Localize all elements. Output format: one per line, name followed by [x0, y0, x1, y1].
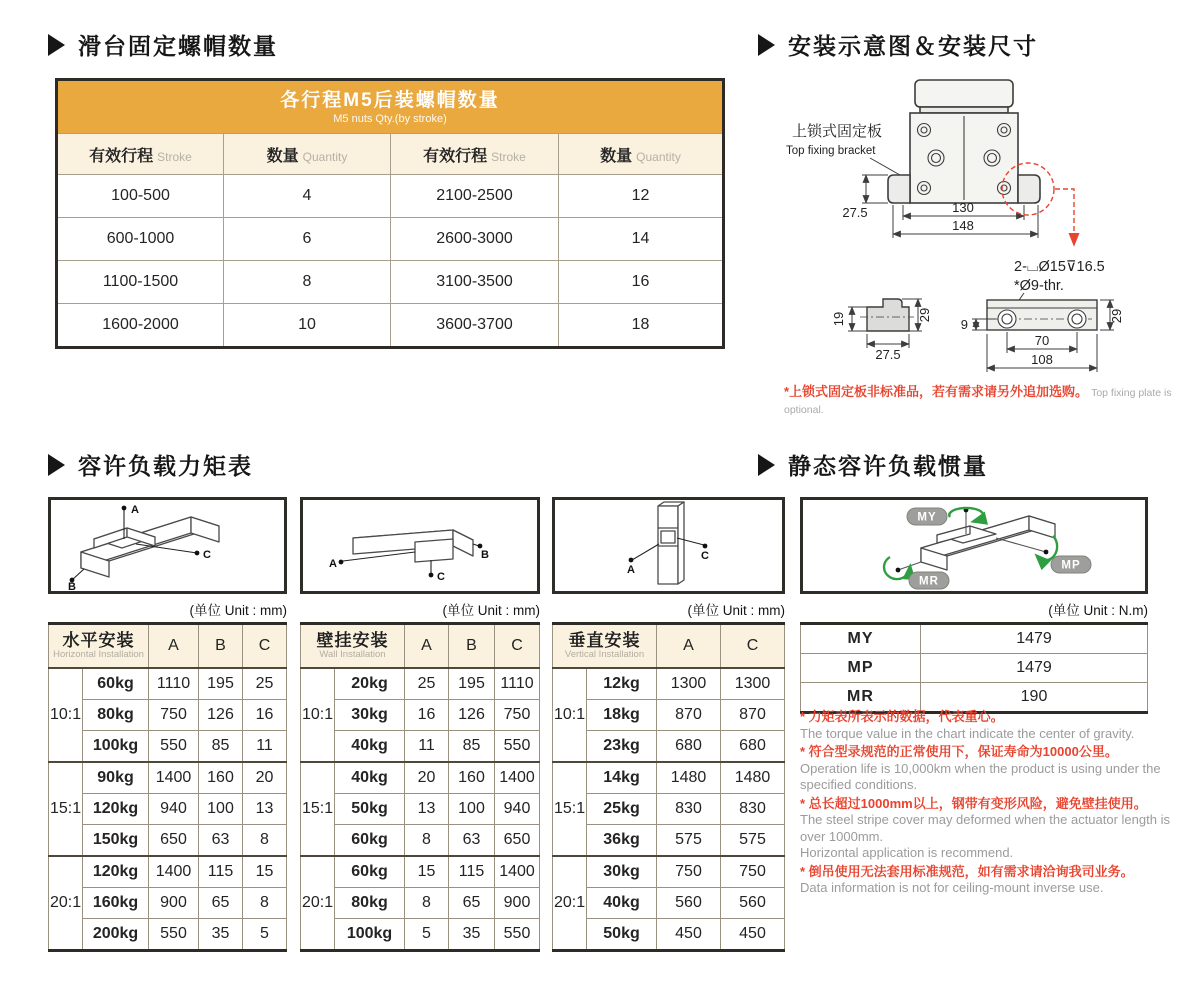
value-cell: 1480	[657, 762, 721, 794]
table-row	[49, 668, 287, 700]
value-cell: 1110	[495, 668, 540, 700]
kg-cell: 40kg	[335, 731, 405, 763]
value-cell: 560	[721, 888, 785, 919]
value-cell: 830	[657, 794, 721, 825]
table-title	[553, 624, 657, 669]
section-title-text: 容许负载力矩表	[78, 453, 253, 479]
section-title-nuts	[48, 28, 278, 61]
moment-table-wall	[300, 622, 540, 952]
inertia-label-cell: MR	[801, 683, 921, 713]
kg-cell: 23kg	[587, 731, 657, 763]
value-cell: 575	[721, 825, 785, 857]
table-row	[57, 175, 724, 218]
vertical-iso-drawing	[555, 500, 782, 591]
value-cell: 13	[405, 794, 449, 825]
moment-table-horizontal	[48, 622, 287, 952]
kg-cell: 40kg	[335, 762, 405, 794]
ratio-cell: 15:1	[301, 762, 335, 856]
value-cell: 550	[149, 919, 199, 951]
note-en: The steel stripe cover may deformed when the actuator length is over 1000mm.	[800, 812, 1170, 844]
ratio-cell: 15:1	[553, 762, 587, 856]
table-row	[301, 888, 540, 919]
value-cell: 1400	[149, 762, 199, 794]
point-label-c: C	[701, 550, 709, 562]
kg-cell: 30kg	[587, 856, 657, 888]
note-cn: * 符合型录规范的正常使用下，保证寿命为10000公里。	[800, 744, 1118, 759]
bracket-profile-view	[831, 299, 932, 362]
table-title	[49, 624, 149, 669]
value-cell: 65	[449, 888, 495, 919]
stroke-cell: 3600-3700	[391, 304, 559, 348]
nuts-qty-table	[55, 78, 725, 349]
col-header	[224, 134, 391, 175]
qty-cell: 10	[224, 304, 391, 348]
ratio-cell: 10:1	[553, 668, 587, 762]
inertia-notes	[800, 707, 1196, 897]
value-cell: 870	[657, 700, 721, 731]
kg-cell: 160kg	[83, 888, 149, 919]
table-row	[49, 794, 287, 825]
col-header: C	[721, 624, 785, 669]
stroke-cell: 100-500	[57, 175, 224, 218]
point-label-c: C	[203, 549, 211, 561]
inertia-table	[800, 622, 1148, 714]
col-header-en: Quantity	[636, 149, 681, 164]
col-header: C	[243, 624, 287, 669]
col-header	[391, 134, 559, 175]
table-row	[49, 825, 287, 857]
value-cell: 940	[149, 794, 199, 825]
value-cell: 115	[449, 856, 495, 888]
bracket-label-en: Top fixing bracket	[786, 145, 876, 157]
value-cell: 680	[657, 731, 721, 763]
ratio-cell: 15:1	[49, 762, 83, 856]
col-header-cn: 有效行程	[423, 147, 488, 165]
value-cell: 650	[149, 825, 199, 857]
col-header	[57, 134, 224, 175]
fixing-plate-view	[961, 300, 1124, 372]
qty-cell: 14	[559, 218, 724, 261]
value-cell: 1400	[495, 856, 540, 888]
kg-cell: 150kg	[83, 825, 149, 857]
value-cell: 25	[405, 668, 449, 700]
value-cell: 195	[449, 668, 495, 700]
kg-cell: 50kg	[587, 919, 657, 951]
table-row	[301, 731, 540, 763]
value-cell: 8	[243, 888, 287, 919]
stroke-cell: 2600-3000	[391, 218, 559, 261]
dim-148: 148	[952, 218, 974, 233]
kg-cell: 50kg	[335, 794, 405, 825]
qty-cell: 4	[224, 175, 391, 218]
table-row	[57, 261, 724, 304]
kg-cell: 60kg	[335, 856, 405, 888]
point-label-a: A	[627, 564, 635, 576]
ratio-cell: 20:1	[301, 856, 335, 951]
col-header-en: Quantity	[302, 149, 348, 164]
value-cell: 450	[721, 919, 785, 951]
dim-19: 19	[831, 311, 846, 327]
value-cell: 8	[405, 888, 449, 919]
note-en: Operation life is 10,000km when the product is using under the specified conditions.	[800, 760, 1161, 792]
value-cell: 1300	[721, 668, 785, 700]
value-cell: 16	[243, 700, 287, 731]
value-cell: 560	[657, 888, 721, 919]
value-cell: 650	[495, 825, 540, 857]
table-row	[801, 624, 1148, 654]
value-cell: 35	[199, 919, 243, 951]
table-row	[57, 304, 724, 348]
value-cell: 870	[721, 700, 785, 731]
value-cell: 1479	[921, 654, 1148, 683]
value-cell: 11	[243, 731, 287, 763]
point-label-c: C	[437, 571, 445, 583]
value-cell: 20	[405, 762, 449, 794]
badge-mr: MR	[919, 575, 939, 588]
dim-27-5-side: 27.5	[842, 205, 868, 220]
value-cell: 680	[721, 731, 785, 763]
install-note	[784, 384, 1196, 418]
kg-cell: 90kg	[83, 762, 149, 794]
ratio-cell: 20:1	[553, 856, 587, 951]
col-header-en: Stroke	[491, 149, 526, 164]
value-cell: 900	[495, 888, 540, 919]
value-cell: 115	[199, 856, 243, 888]
table-row	[301, 794, 540, 825]
value-cell: 1110	[149, 668, 199, 700]
table-row	[553, 731, 785, 763]
inertia-label-cell: MP	[801, 654, 921, 683]
triangle-marker-icon	[758, 454, 775, 476]
value-cell: 750	[721, 856, 785, 888]
value-cell: 126	[199, 700, 243, 731]
qty-cell: 8	[224, 261, 391, 304]
value-cell: 85	[449, 731, 495, 763]
table-title	[301, 624, 405, 669]
table-row	[49, 762, 287, 794]
kg-cell: 200kg	[83, 919, 149, 951]
table-row	[553, 668, 785, 700]
table-row	[301, 919, 540, 951]
table-row	[49, 888, 287, 919]
table-row	[49, 731, 287, 763]
dim-9: 9	[960, 317, 968, 332]
value-cell: 16	[405, 700, 449, 731]
value-cell: 11	[405, 731, 449, 763]
kg-cell: 100kg	[83, 731, 149, 763]
value-cell: 1480	[721, 762, 785, 794]
value-cell: 450	[657, 919, 721, 951]
table-row	[49, 856, 287, 888]
section-title-text: 滑台固定螺帽数量	[78, 33, 278, 59]
kg-cell: 100kg	[335, 919, 405, 951]
hole-note-line1: 2-⌴Ø15⊽16.5	[1014, 259, 1105, 275]
value-cell: 550	[495, 919, 540, 951]
value-cell: 1300	[657, 668, 721, 700]
ratio-cell: 20:1	[49, 856, 83, 951]
table-row	[301, 700, 540, 731]
badge-my: MY	[917, 511, 937, 524]
triangle-marker-icon	[48, 34, 65, 56]
note-cn: * 力矩表所表示的数据，代表重心。	[800, 709, 1004, 724]
moment-table-vertical	[552, 622, 785, 952]
col-header: B	[449, 624, 495, 669]
value-cell: 85	[199, 731, 243, 763]
note-en: The torque value in the chart indicate the center of gravity.	[800, 725, 1135, 741]
value-cell: 5	[243, 919, 287, 951]
table-title-en: Wall Installation	[319, 649, 386, 661]
point-label-a: A	[329, 558, 337, 570]
kg-cell: 60kg	[83, 668, 149, 700]
col-header-cn: 数量	[266, 147, 299, 165]
kg-cell: 36kg	[587, 825, 657, 857]
dim-29-profile: 29	[917, 307, 932, 323]
value-cell: 160	[449, 762, 495, 794]
value-cell: 750	[495, 700, 540, 731]
stroke-cell: 1600-2000	[57, 304, 224, 348]
value-cell: 750	[149, 700, 199, 731]
horizontal-iso-drawing	[51, 500, 284, 591]
value-cell: 63	[449, 825, 495, 857]
table-row	[801, 654, 1148, 683]
kg-cell: 18kg	[587, 700, 657, 731]
dim-27-5-profile: 27.5	[875, 347, 901, 362]
value-cell: 8	[243, 825, 287, 857]
table-row	[301, 762, 540, 794]
install-note-en: Top fixing plate is optional.	[784, 387, 1172, 416]
point-label-b: B	[481, 549, 489, 561]
value-cell: 65	[199, 888, 243, 919]
section-title-inertia	[758, 448, 988, 481]
value-cell: 100	[199, 794, 243, 825]
value-cell: 63	[199, 825, 243, 857]
table-row	[49, 919, 287, 951]
col-header: A	[405, 624, 449, 669]
kg-cell: 12kg	[587, 668, 657, 700]
value-cell: 1400	[149, 856, 199, 888]
unit-label-mm: (单位 Unit : mm)	[189, 603, 287, 618]
unit-label-nm: (单位 Unit : N.m)	[1048, 603, 1148, 618]
moment-diagram-horizontal	[48, 497, 287, 594]
table-band-header	[57, 80, 724, 134]
qty-cell: 16	[559, 261, 724, 304]
col-header: A	[657, 624, 721, 669]
table-title-cn: 垂直安装	[568, 630, 641, 650]
section-title-moment	[48, 448, 253, 481]
value-cell: 190	[921, 683, 1148, 713]
value-cell: 8	[405, 825, 449, 857]
section-title-text: 静态容许负载惯量	[788, 453, 988, 479]
unit-label-mm: (单位 Unit : mm)	[687, 603, 785, 618]
value-cell: 35	[449, 919, 495, 951]
value-cell: 100	[449, 794, 495, 825]
value-cell: 830	[721, 794, 785, 825]
table-row	[553, 794, 785, 825]
table-row	[553, 700, 785, 731]
value-cell: 575	[657, 825, 721, 857]
table-row	[553, 825, 785, 857]
dim-70: 70	[1034, 333, 1050, 348]
section-title-install	[758, 28, 1038, 61]
col-header-cn: 有效行程	[89, 147, 154, 165]
note-en: Data information is not for ceiling-mount inverse use.	[800, 880, 1104, 895]
value-cell: 550	[149, 731, 199, 763]
col-header	[559, 134, 724, 175]
moment-diagram-wall	[300, 497, 540, 594]
ratio-cell: 10:1	[301, 668, 335, 762]
value-cell: 940	[495, 794, 540, 825]
value-cell: 13	[243, 794, 287, 825]
inertia-iso-drawing	[803, 500, 1145, 591]
value-cell: 15	[243, 856, 287, 888]
kg-cell: 60kg	[335, 825, 405, 857]
note-cn: * 倒吊使用无法套用标准规范，如有需求请洽询我司业务。	[800, 863, 1134, 879]
stroke-cell: 600-1000	[57, 218, 224, 261]
col-header-cn: 数量	[600, 147, 633, 165]
qty-cell: 6	[224, 218, 391, 261]
table-title-cn: 壁挂安装	[316, 630, 389, 650]
kg-cell: 14kg	[587, 762, 657, 794]
dim-130: 130	[952, 200, 974, 215]
badge-mp: MP	[1061, 559, 1081, 572]
col-header: C	[495, 624, 540, 669]
stroke-cell: 2100-2500	[391, 175, 559, 218]
stroke-cell: 1100-1500	[57, 261, 224, 304]
kg-cell: 120kg	[83, 794, 149, 825]
table-row	[553, 856, 785, 888]
kg-cell: 25kg	[587, 794, 657, 825]
point-label-b: B	[68, 581, 76, 593]
value-cell: 126	[449, 700, 495, 731]
kg-cell: 40kg	[587, 888, 657, 919]
hole-note-line2: *Ø9-thr.	[1014, 278, 1064, 294]
value-cell: 900	[149, 888, 199, 919]
point-label-a: A	[131, 504, 139, 516]
kg-cell: 80kg	[83, 700, 149, 731]
table-title-en: Vertical Installation	[564, 649, 645, 661]
table-title-cn: 水平安装	[62, 630, 135, 650]
ratio-cell: 10:1	[49, 668, 83, 762]
dim-108: 108	[1031, 352, 1053, 367]
qty-cell: 12	[559, 175, 724, 218]
value-cell: 1400	[495, 762, 540, 794]
note-en: Horizontal application is recommend.	[800, 845, 1014, 860]
bracket-label-cn: 上锁式固定板	[792, 123, 883, 140]
table-row	[301, 856, 540, 888]
table-row	[49, 700, 287, 731]
table-row	[553, 919, 785, 951]
inertia-diagram	[800, 497, 1148, 594]
value-cell: 750	[657, 856, 721, 888]
value-cell: 25	[243, 668, 287, 700]
table-row	[553, 888, 785, 919]
kg-cell: 80kg	[335, 888, 405, 919]
kg-cell: 120kg	[83, 856, 149, 888]
band-title-en: M5 nuts Qty.(by stroke)	[333, 112, 447, 125]
value-cell: 5	[405, 919, 449, 951]
value-cell: 550	[495, 731, 540, 763]
install-note-cn: *上锁式固定板非标准品，若有需求请另外追加选购。	[784, 384, 1089, 399]
band-title-cn: 各行程M5后装螺帽数量	[280, 90, 500, 112]
value-cell: 1479	[921, 624, 1148, 654]
kg-cell: 20kg	[335, 668, 405, 700]
table-row	[553, 762, 785, 794]
triangle-marker-icon	[758, 34, 775, 56]
unit-label-mm: (单位 Unit : mm)	[442, 603, 540, 618]
installation-drawing	[762, 58, 1192, 388]
stroke-cell: 3100-3500	[391, 261, 559, 304]
qty-cell: 18	[559, 304, 724, 348]
detail-callout-arrow	[1055, 189, 1074, 244]
col-header: A	[149, 624, 199, 669]
value-cell: 160	[199, 762, 243, 794]
triangle-marker-icon	[48, 454, 65, 476]
dim-29-plate: 29	[1109, 308, 1124, 324]
col-header-en: Stroke	[157, 149, 192, 164]
col-header: B	[199, 624, 243, 669]
value-cell: 15	[405, 856, 449, 888]
table-title-en: Horizontal Installation	[53, 649, 144, 661]
table-row	[57, 218, 724, 261]
wall-iso-drawing	[303, 500, 537, 591]
note-cn: * 总长超过1000mm以上，钢带有变形风险，避免壁挂使用。	[800, 795, 1147, 811]
section-title-text: 安装示意图＆安装尺寸	[788, 33, 1038, 59]
table-row	[301, 668, 540, 700]
inertia-label-cell: MY	[801, 624, 921, 654]
moment-diagram-vertical	[552, 497, 785, 594]
kg-cell: 30kg	[335, 700, 405, 731]
value-cell: 20	[243, 762, 287, 794]
table-row	[301, 825, 540, 857]
value-cell: 195	[199, 668, 243, 700]
